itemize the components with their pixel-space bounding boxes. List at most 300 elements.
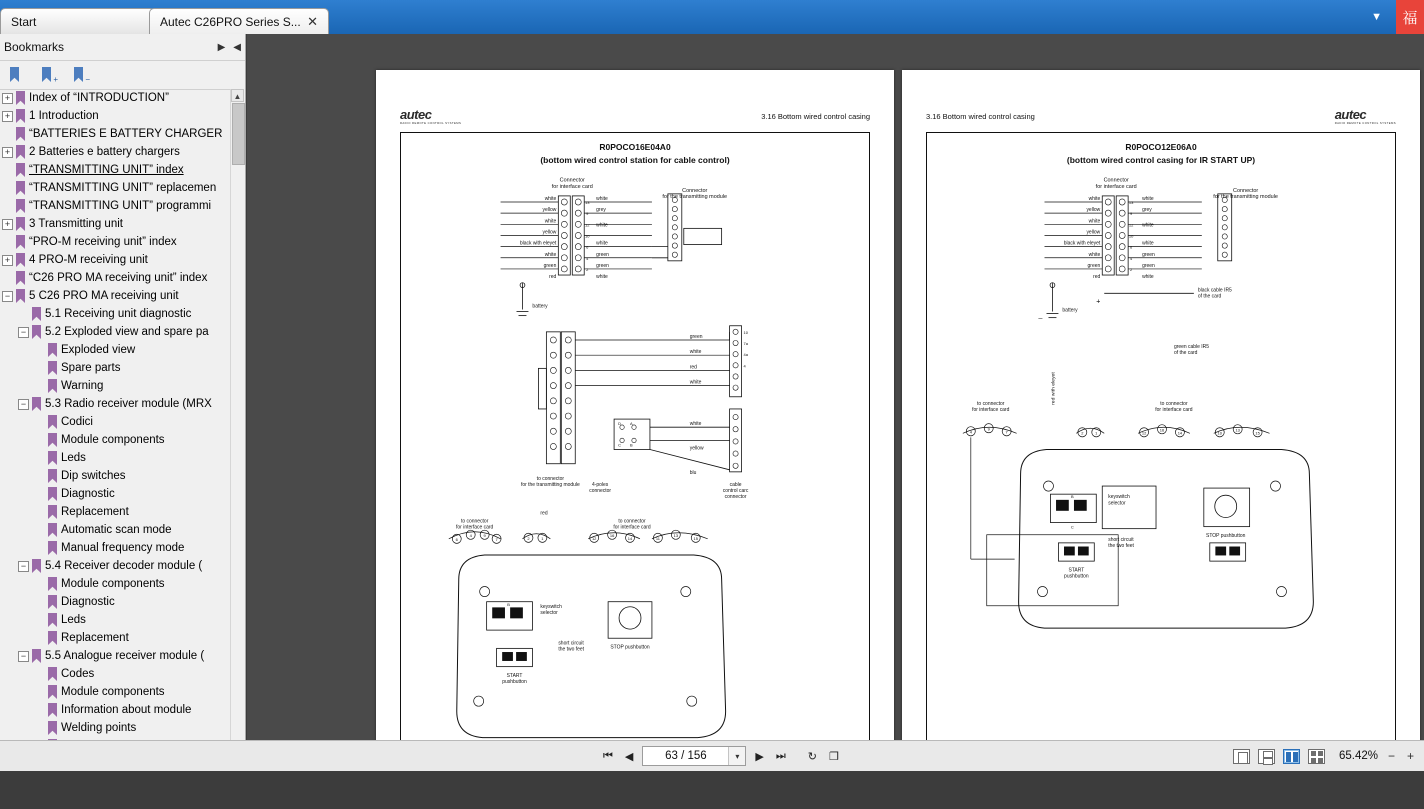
node-spacer: [34, 633, 45, 644]
wiring-diagram-right: [927, 133, 1395, 762]
bookmark-item-label: Leds: [61, 452, 86, 464]
svg-text:Connector: Connector: [682, 187, 708, 194]
node-spacer: [34, 525, 45, 536]
bookmarks-tree[interactable]: [0, 89, 232, 802]
bookmark-item-label: Module components: [61, 578, 165, 590]
bookmark-item[interactable]: [0, 611, 232, 629]
bookmark-item-label: Module components: [61, 686, 165, 698]
svg-text:white: white: [596, 274, 608, 281]
svg-text:Connector: Connector: [559, 177, 585, 184]
svg-text:16: 16: [609, 532, 615, 538]
bookmark-item-label: 1 Introduction: [29, 110, 99, 122]
bookmark-item-label: “BATTERIES E BATTERY CHARGER: [29, 128, 223, 140]
svg-text:6: 6: [455, 536, 458, 542]
svg-text:white: white: [1142, 240, 1154, 247]
svg-text:to connector: to connector: [618, 518, 646, 525]
svg-text:4: 4: [586, 255, 589, 261]
svg-text:9: 9: [987, 426, 990, 432]
page-number-value: 63 / 156: [665, 750, 707, 762]
bookmark-icon: [48, 613, 57, 627]
svg-text:selector: selector: [540, 609, 558, 616]
bookmark-item[interactable]: [0, 179, 232, 197]
svg-text:keyswitch: keyswitch: [540, 603, 562, 610]
bookmark-item[interactable]: [0, 287, 232, 305]
expand-node-icon[interactable]: +: [2, 111, 13, 122]
svg-text:for interface card: for interface card: [972, 406, 1010, 413]
bookmark-item-label: 5.3 Radio receiver module (MRX: [45, 398, 212, 410]
svg-text:12: 12: [1141, 430, 1147, 436]
svg-text:pushbutton: pushbutton: [502, 678, 527, 685]
tab-start-label: Start: [11, 14, 37, 29]
svg-text:B: B: [1071, 494, 1074, 500]
bookmark-item[interactable]: [0, 431, 232, 449]
bookmark-item[interactable]: [0, 539, 232, 557]
svg-text:4a: 4a: [743, 352, 748, 358]
expand-node-icon[interactable]: +: [2, 255, 13, 266]
svg-text:4: 4: [743, 363, 746, 369]
svg-text:white: white: [544, 195, 557, 202]
bookmark-item[interactable]: [0, 503, 232, 521]
node-spacer: [2, 129, 13, 140]
bookmark-item[interactable]: [0, 143, 232, 161]
page-header-left: [400, 108, 870, 124]
svg-text:the two feet: the two feet: [1108, 542, 1134, 549]
bookmark-item[interactable]: [0, 341, 232, 359]
svg-text:white: white: [1088, 251, 1101, 258]
svg-text:white: white: [1088, 195, 1101, 202]
svg-text:STOP pushbutton: STOP pushbutton: [610, 644, 650, 651]
expand-node-icon[interactable]: +: [2, 93, 13, 104]
svg-text:4: 4: [969, 429, 972, 435]
language-badge[interactable]: 福: [1396, 0, 1424, 34]
svg-text:7a: 7a: [743, 340, 748, 347]
svg-text:yellow: yellow: [542, 207, 557, 214]
bookmark-item[interactable]: [0, 485, 232, 503]
svg-text:keyswitch: keyswitch: [1108, 494, 1130, 501]
document-viewer[interactable]: [247, 34, 1424, 771]
svg-text:white: white: [689, 349, 702, 356]
svg-text:green: green: [596, 251, 609, 258]
tab-document-label: Autec C26PRO Series S...: [160, 14, 301, 29]
svg-text:_: _: [1038, 312, 1043, 320]
node-spacer: [2, 237, 13, 248]
node-spacer: [34, 723, 45, 734]
svg-text:Connector: Connector: [1233, 187, 1259, 194]
collapse-node-icon[interactable]: −: [18, 399, 29, 410]
bookmark-icon: [48, 415, 57, 429]
svg-text:14: 14: [627, 535, 633, 541]
node-spacer: [34, 579, 45, 590]
bookmark-item[interactable]: [0, 521, 232, 539]
svg-text:10: 10: [743, 329, 748, 335]
svg-text:yellow: yellow: [1086, 207, 1101, 214]
bookmark-icon: [32, 649, 41, 663]
bookmark-item[interactable]: [0, 395, 232, 413]
single-page-view-icon[interactable]: [1233, 749, 1250, 764]
bookmark-item-label: Replacement: [61, 632, 129, 644]
svg-text:4: 4: [1130, 255, 1133, 261]
svg-text:START: START: [506, 672, 523, 679]
svg-text:grey: grey: [596, 207, 606, 214]
first-page-icon[interactable]: ⏮: [603, 749, 613, 762]
bookmark-item-label: Module components: [61, 434, 165, 446]
view-controls-group: [1233, 749, 1416, 764]
bookmark-item-label: Replacement: [61, 506, 129, 518]
svg-text:white: white: [544, 251, 557, 258]
svg-text:yellow: yellow: [689, 445, 704, 452]
bookmark-icon: [48, 343, 57, 357]
svg-text:13: 13: [673, 532, 679, 538]
bookmarks-title: Bookmarks: [4, 40, 65, 54]
pdf-page-right: [902, 70, 1420, 805]
svg-text:7: 7: [1005, 429, 1008, 435]
svg-text:blu: blu: [689, 469, 697, 476]
two-page-view-icon[interactable]: [1283, 749, 1300, 764]
svg-text:4-poles: 4-poles: [591, 482, 609, 489]
svg-text:16: 16: [1159, 427, 1165, 433]
bookmark-item-label: Dip switches: [61, 470, 126, 482]
collapse-node-icon[interactable]: −: [18, 561, 29, 572]
svg-text:white: white: [689, 421, 702, 428]
bookmark-item[interactable]: [0, 107, 232, 125]
bookmark-item[interactable]: [0, 215, 232, 233]
svg-text:green: green: [596, 262, 609, 269]
svg-text:9: 9: [1130, 211, 1133, 217]
bookmark-icon: [48, 703, 57, 717]
bookmark-item[interactable]: [0, 701, 232, 719]
svg-text:4: 4: [469, 532, 472, 538]
svg-text:for interface card: for interface card: [1095, 183, 1137, 190]
figure-frame-right: [926, 132, 1396, 763]
svg-text:12: 12: [584, 222, 590, 228]
svg-text:white: white: [1142, 222, 1154, 229]
svg-text:B: B: [507, 601, 510, 607]
svg-text:for interface card: for interface card: [456, 524, 494, 531]
bookmark-icon: [48, 433, 57, 447]
svg-text:green: green: [1142, 262, 1155, 269]
bookmark-item-label: 3 Transmitting unit: [29, 218, 123, 230]
last-page-icon[interactable]: ⏭: [775, 749, 786, 762]
bookmarks-panel: [0, 34, 246, 771]
chevron-down-icon[interactable]: ▼: [1371, 11, 1382, 23]
node-spacer: [34, 543, 45, 554]
svg-text:battery: battery: [532, 303, 548, 310]
svg-text:1: 1: [1095, 430, 1098, 436]
svg-text:B: B: [630, 442, 633, 448]
svg-text:2: 2: [527, 535, 530, 541]
svg-text:13: 13: [1235, 427, 1240, 433]
svg-text:12: 12: [1128, 222, 1134, 228]
collapse-node-icon[interactable]: −: [18, 651, 29, 662]
bookmark-item-label: 5.4 Receiver decoder module (: [45, 560, 203, 572]
bookmark-icon: [16, 145, 25, 159]
two-page-continuous-view-icon[interactable]: [1308, 749, 1325, 764]
svg-text:to connector: to connector: [536, 475, 565, 482]
figure-code-left: R0POCO16E04A0: [599, 142, 671, 152]
page-navigation-group: [600, 746, 842, 766]
bookmark-item[interactable]: [0, 575, 232, 593]
svg-text:green: green: [543, 262, 557, 269]
bookmark-item[interactable]: [0, 593, 232, 611]
bookmark-item-label: Spare parts: [61, 362, 121, 374]
bookmark-item-label: “C26 PRO MA receiving unit” index: [29, 272, 208, 284]
svg-text:battery: battery: [1062, 307, 1078, 314]
svg-text:the two feet: the two feet: [558, 646, 585, 653]
svg-text:10: 10: [1128, 233, 1134, 239]
zoom-level-value: 65.42%: [1338, 750, 1378, 762]
svg-text:11: 11: [655, 535, 660, 541]
plus-glyph: +: [53, 75, 58, 84]
bookmark-icon: [16, 91, 25, 105]
chevron-down-icon[interactable]: ▾: [728, 747, 745, 765]
bookmark-icon: [32, 559, 41, 573]
expand-node-icon[interactable]: +: [2, 147, 13, 158]
node-spacer: [34, 489, 45, 500]
svg-text:yellow: yellow: [1086, 229, 1101, 236]
bookmark-icon: [48, 721, 57, 735]
bookmark-icon: [48, 577, 57, 591]
svg-text:for the transmitting module: for the transmitting module: [520, 482, 580, 489]
svg-text:red with eleyet: red with eleyet: [1050, 372, 1057, 405]
bookmark-item-label: Welding points: [61, 722, 137, 734]
svg-text:control carc: control carc: [722, 488, 749, 495]
bookmark-item[interactable]: [0, 89, 232, 107]
svg-text:for interface card: for interface card: [613, 524, 651, 531]
bookmark-item[interactable]: [0, 629, 232, 647]
svg-text:6: 6: [1130, 244, 1133, 250]
node-spacer: [2, 165, 13, 176]
svg-text:selector: selector: [1108, 500, 1126, 507]
zoom-in-button[interactable]: +: [1406, 749, 1414, 763]
browser-tab-bar: [0, 0, 1424, 34]
bookmark-item[interactable]: [0, 719, 232, 737]
svg-text:red: red: [540, 510, 548, 517]
bookmark-item[interactable]: [0, 413, 232, 431]
bookmark-item[interactable]: [0, 323, 232, 341]
svg-text:black cable IR5: black cable IR5: [1197, 287, 1232, 294]
collapse-node-icon[interactable]: −: [2, 291, 13, 302]
bookmark-item-label: Index of “INTRODUCTION”: [29, 92, 169, 104]
expand-bookmarks-icon[interactable]: [40, 66, 58, 84]
svg-text:pushbutton: pushbutton: [1064, 573, 1089, 580]
svg-text:D: D: [618, 421, 621, 427]
minus-glyph: −: [85, 75, 90, 84]
bookmark-item-label: Automatic scan mode: [61, 524, 172, 536]
svg-text:white: white: [689, 379, 702, 386]
node-spacer: [2, 273, 13, 284]
scroll-up-icon[interactable]: ▲: [231, 89, 244, 102]
figure-subtitle-right: (bottom wired control casing for IR START UP): [1066, 155, 1256, 165]
bookmark-icon: [16, 181, 25, 195]
svg-text:white: white: [544, 218, 557, 225]
node-spacer: [34, 345, 45, 356]
bookmark-icon: [32, 325, 41, 339]
bookmark-item[interactable]: [0, 683, 232, 701]
svg-text:white: white: [596, 222, 608, 229]
bookmark-item-label: 5.1 Receiving unit diagnostic: [45, 308, 192, 320]
bookmark-item-label: Codes: [61, 668, 95, 680]
wiring-diagram-left: [401, 133, 869, 762]
viewer-toolbar: [0, 740, 1424, 771]
continuous-view-icon[interactable]: [1258, 749, 1275, 764]
bookmark-item[interactable]: [0, 557, 232, 575]
node-spacer: [2, 201, 13, 212]
bookmark-item[interactable]: [0, 467, 232, 485]
bookmark-icon: [48, 361, 57, 375]
page-number-input[interactable]: [642, 746, 746, 766]
bookmark-item[interactable]: [0, 125, 232, 143]
bookmark-item-label: Diagnostic: [61, 488, 115, 500]
svg-text:to connector: to connector: [1160, 400, 1188, 407]
node-spacer: [34, 453, 45, 464]
bookmark-icon: [16, 199, 25, 213]
bookmark-item-label: Information about module: [61, 704, 192, 716]
svg-text:of the card: of the card: [1173, 350, 1198, 357]
svg-text:white: white: [1142, 274, 1154, 281]
svg-text:9: 9: [586, 211, 589, 217]
bookmark-item[interactable]: [0, 251, 232, 269]
close-icon[interactable]: ✕: [307, 13, 318, 29]
svg-text:for the transmitting module: for the transmitting module: [1213, 193, 1278, 200]
bookmark-icon: [16, 127, 25, 141]
bookmark-item[interactable]: [0, 161, 232, 179]
svg-text:connector: connector: [724, 494, 747, 501]
bookmark-item-label: Diagnostic: [61, 596, 115, 608]
bookmark-item-label: “PRO-M receiving unit” index: [29, 236, 177, 248]
svg-text:red: red: [1093, 274, 1101, 281]
bookmark-icon: [32, 397, 41, 411]
node-spacer: [34, 615, 45, 626]
svg-text:2: 2: [1081, 430, 1084, 436]
bookmark-item-label: Leds: [61, 614, 86, 626]
svg-text:white: white: [1142, 195, 1154, 202]
bookmark-item[interactable]: [0, 269, 232, 287]
zoom-out-button[interactable]: −: [1387, 749, 1395, 763]
bookmark-item[interactable]: [0, 665, 232, 683]
figure-frame-left: [400, 132, 870, 763]
svg-text:for the transmitting module: for the transmitting module: [662, 193, 728, 200]
node-spacer: [34, 669, 45, 680]
svg-text:white: white: [596, 195, 608, 202]
bookmark-item[interactable]: [0, 377, 232, 395]
bookmark-icon: [16, 253, 25, 267]
bookmark-icon: [48, 487, 57, 501]
bookmark-icon: [16, 271, 25, 285]
previous-page-icon[interactable]: ◀: [624, 750, 634, 763]
bookmark-item-label: “TRANSMITTING UNIT” programmi: [29, 200, 212, 212]
scrollbar-thumb[interactable]: [232, 103, 245, 165]
figure-code-right: R0POCO12E06A0: [1125, 142, 1197, 152]
collapse-node-icon[interactable]: −: [18, 327, 29, 338]
bookmark-item[interactable]: [0, 647, 232, 665]
rotate-icon[interactable]: ↻: [807, 750, 817, 763]
bookmark-icon: [48, 379, 57, 393]
bookmark-item-label: “TRANSMITTING UNIT” replacemen: [29, 182, 217, 194]
svg-text:green: green: [689, 333, 703, 340]
svg-text:10: 10: [1217, 430, 1222, 436]
node-spacer: [34, 471, 45, 482]
svg-text:2: 2: [1130, 266, 1133, 272]
section-title-right: 3.16 Bottom wired control casing: [926, 111, 1035, 121]
bookmark-item-label: 5.2 Exploded view and spare pa: [45, 326, 209, 338]
svg-text:yellow: yellow: [542, 229, 557, 236]
bookmark-icon: [16, 217, 25, 231]
svg-text:6: 6: [586, 244, 589, 250]
svg-text:short circuit: short circuit: [558, 640, 584, 647]
svg-text:cable: cable: [729, 482, 742, 489]
bookmark-icon: [48, 595, 57, 609]
svg-text:green: green: [1087, 262, 1101, 269]
collapse-panel-icon[interactable]: ◀: [233, 41, 241, 53]
svg-text:black with eleyet: black with eleyet: [1063, 240, 1101, 247]
node-spacer: [34, 705, 45, 716]
bookmarks-toolbar: [0, 61, 245, 90]
svg-text:14: 14: [1177, 430, 1183, 436]
node-spacer: [34, 687, 45, 698]
bookmark-item[interactable]: [0, 197, 232, 215]
bookmark-item[interactable]: [0, 305, 232, 323]
expand-node-icon[interactable]: +: [2, 219, 13, 230]
bookmark-item[interactable]: [0, 449, 232, 467]
section-title-left: 3.16 Bottom wired control casing: [761, 111, 870, 121]
fit-page-icon[interactable]: ❐: [828, 750, 839, 763]
svg-text:C: C: [618, 442, 621, 448]
next-page-icon[interactable]: ▶: [755, 750, 764, 763]
svg-text:A: A: [630, 421, 633, 427]
svg-text:13: 13: [1128, 199, 1134, 206]
node-spacer: [34, 363, 45, 374]
svg-text:1: 1: [541, 535, 544, 541]
bookmark-icon: [48, 523, 57, 537]
bookmarks-vertical-scrollbar[interactable]: [230, 89, 245, 802]
svg-text:2: 2: [586, 266, 589, 272]
bookmark-icon: [16, 235, 25, 249]
svg-text:+: +: [1096, 298, 1101, 306]
svg-text:C: C: [1070, 524, 1074, 530]
svg-text:9: 9: [483, 532, 486, 538]
collapse-bookmarks-icon[interactable]: [72, 66, 90, 84]
autec-logo: autec RADIO REMOTE CONTROL SYSTEMS: [400, 107, 462, 125]
node-spacer: [18, 309, 29, 320]
svg-text:green cable IR5: green cable IR5: [1173, 344, 1210, 351]
tab-document[interactable]: [149, 8, 329, 34]
bookmark-item[interactable]: [0, 233, 232, 251]
svg-text:to connector: to connector: [977, 400, 1005, 407]
page-header-right: [926, 108, 1396, 124]
node-spacer: [34, 507, 45, 518]
bookmarks-header: [0, 34, 245, 61]
svg-text:START: START: [1068, 567, 1085, 574]
svg-text:short circuit: short circuit: [1108, 536, 1134, 543]
bookmark-icon: [16, 109, 25, 123]
svg-text:red: red: [549, 274, 557, 281]
window-status-bar: [0, 771, 1424, 809]
svg-text:15: 15: [693, 535, 698, 541]
svg-text:green: green: [1142, 251, 1155, 258]
new-bookmark-icon[interactable]: [8, 66, 26, 84]
svg-text:white: white: [1088, 218, 1101, 225]
svg-text:STOP pushbutton: STOP pushbutton: [1206, 532, 1246, 539]
node-spacer: [2, 183, 13, 194]
tab-start[interactable]: [0, 8, 155, 34]
bookmark-icon: [48, 667, 57, 681]
bookmark-icon: [48, 541, 57, 555]
svg-text:to connector: to connector: [461, 518, 489, 525]
bookmark-item[interactable]: [0, 359, 232, 377]
node-spacer: [34, 435, 45, 446]
bookmark-item-label: 2 Batteries e battery chargers: [29, 146, 180, 158]
expand-panel-icon[interactable]: ▶: [217, 41, 226, 53]
